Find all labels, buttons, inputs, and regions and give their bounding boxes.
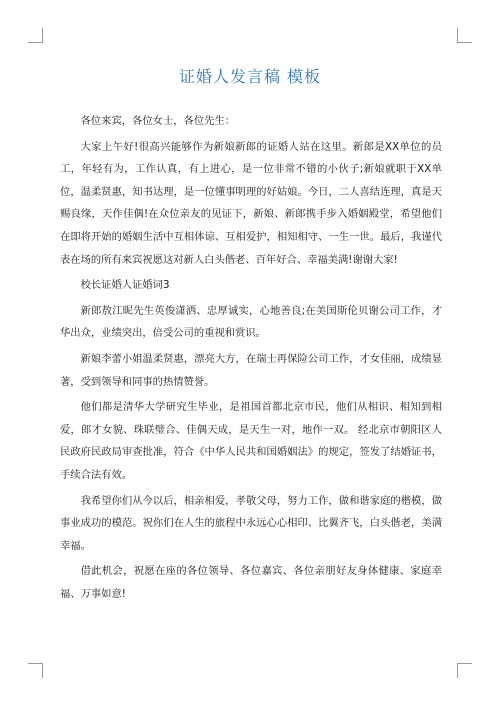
opening-speech-paragraph: 大家上午好!很高兴能够作为新娘新郎的证婚人站在这里。新郎是XX单位的员工，年轻有为，工作认真，有上进心，是一位非常不错的小伙子;新娘就职于XX单位，温柔贤惠，知书达理，是一位懂事明理的好姑娘。今日，二人喜结连理，真是天赐良缘，天作佳偶!在众位亲友的见证下，新娘、新郎携手步入婚姻殿堂，希望他们在即将开始的婚姻生活中互相体谅、互相爱护，相知相守、一生一世。最后，我谨代表在场的所有来宾祝愿这对新人白头偕老、百年好合、幸福美满!谢谢大家! (60, 140, 442, 266)
corner-mark-top-right (457, 28, 472, 43)
marriage-approval-paragraph: 他们都是清华大学研究生毕业，是祖国首都北京市民，他们从相识、相知到相爱，郎才女貌、珠联璧合、佳偶天成，是天生一对，地作一双。 经北京市朝阳区人民政府民政局审查批准，符合《中华人民共和国婚姻法》的规定，签发了结婚证书，手续合法有效。 (60, 401, 442, 481)
corner-mark-bottom-left (28, 663, 43, 678)
corner-mark-bottom-right (457, 663, 472, 678)
salutation-paragraph: 各位来宾，各位女士，各位先生： (80, 115, 236, 127)
bride-intro-paragraph: 新娘李蕾小姐温柔贤惠，漂亮大方，在瑞士再保险公司工作，才女佳丽，成绩显著，受到领导和同事的热情赞誉。 (60, 352, 442, 388)
wishes-paragraph: 我希望你们从今以后，相亲相爱，孝敬父母，努力工作，做和谐家庭的楷模，做事业成功的模范。祝你们在人生的旅程中永远心心相印、比翼齐飞，白头偕老，美满幸福。 (60, 494, 442, 552)
closing-paragraph: 借此机会，祝愿在座的各位领导、各位嘉宾、各位亲朋好友身体健康、家庭幸福、万事如意! (60, 565, 442, 600)
document-title: 证婚人发言稿 模板 (178, 67, 322, 86)
section-heading: 校长证婚人证婚词3 (80, 279, 170, 292)
groom-intro-paragraph: 新郎敖江昵先生英俊潇洒、忠厚诚实，心地善良;在美国斯伦贝谢公司工作，才华出众，业绩突出，倍受公司的重视和赏识。 (60, 304, 442, 340)
document-body (60, 110, 442, 608)
corner-mark-top-left (28, 28, 43, 43)
